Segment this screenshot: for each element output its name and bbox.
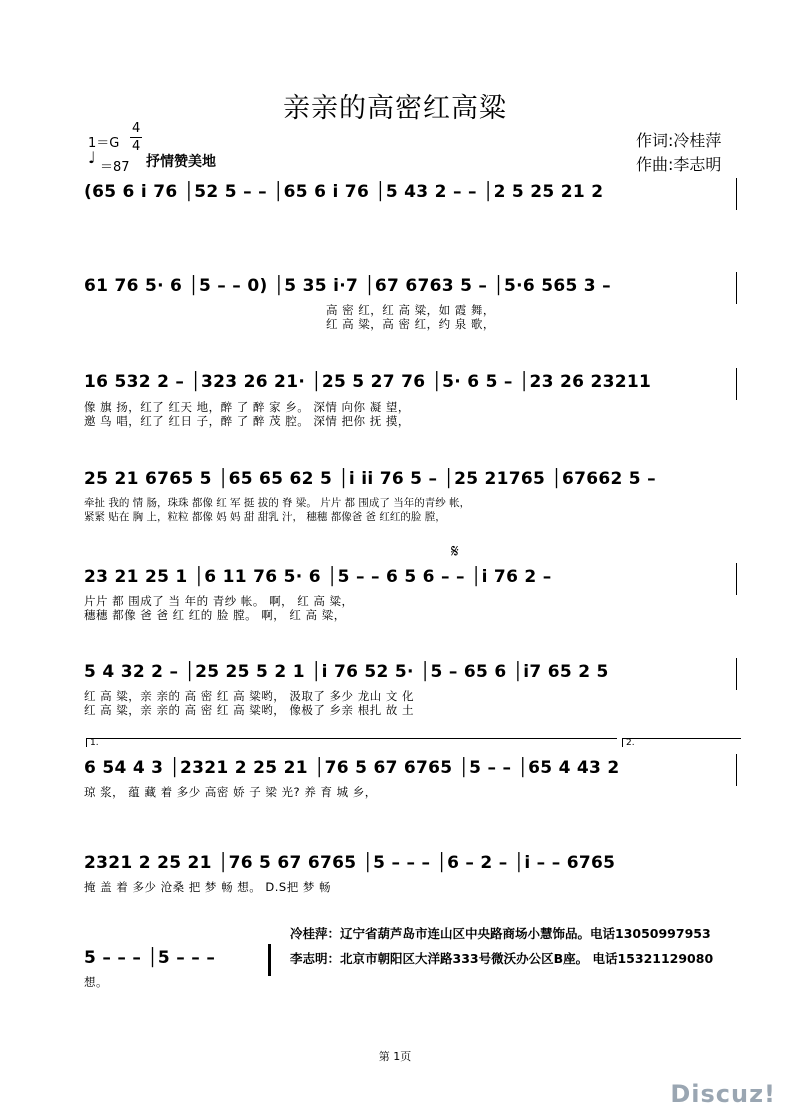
tempo-mark: ＝87	[100, 160, 130, 175]
lyrics-line: 想。	[84, 975, 108, 989]
barline	[736, 178, 737, 210]
lyrics-line: 牵扯 我的 情 肠，珠珠 都像 红 军 挺 拔的 脊 梁。 片片 都 围成了 当年的青纱 帐，	[84, 497, 471, 509]
lyrics-line: 掩 盖 着 多少 沧桑 把 梦 畅 想。 D.S把 梦 畅	[84, 880, 332, 894]
lyrics-line: 像 旗 扬，红了 红天 地，醉 了 醉 家 乡。 深情 向你 凝 望，	[84, 400, 410, 414]
volta-bracket-2	[622, 738, 741, 747]
time-signature-line	[130, 137, 142, 138]
time-signature-bottom: 4	[132, 139, 141, 154]
numbered-notation: 6 54 4 3 │2321 2 25 21 │76 5 67 6765 │5 – – │65 4 43 2	[84, 758, 620, 778]
numbered-notation: 23 21 25 1 │6 11 76 5· 6 │5 – – 6 5 6 – – │i 76 2 –	[84, 567, 552, 587]
lyrics-line: 高 密 红，红 高 粱，如 霞 舞，	[326, 303, 495, 317]
score-row-3	[84, 372, 740, 402]
numbered-notation: 61 76 5· 6 │5 – – 0) │5 35 i·7 │67 6763 5 – │5·6 565 3 –	[84, 276, 611, 296]
volta-label-1: 1.	[90, 738, 99, 748]
segno-icon: 𝄋	[451, 541, 459, 562]
barline	[736, 658, 737, 690]
lyrics-line: 红 高 粱，亲 亲的 高 密 红 高 粱哟， 汲取了 多少 龙山 文 化	[84, 689, 415, 703]
numbered-notation: (65 6 i 76 │52 5 – – │65 6 i 76 │5 43 2 – – │2 5 25 21 2	[84, 182, 604, 202]
score-row-9	[84, 948, 274, 978]
watermark-logo: Discuz!	[670, 1080, 776, 1108]
song-title: 亲亲的高密红高粱	[283, 93, 507, 124]
expression-mark: 抒情赞美地	[146, 154, 216, 170]
score-row-1	[84, 182, 740, 212]
volta-label-2: 2.	[626, 738, 635, 748]
numbered-notation: 25 21 6765 5 │65 65 62 5 │i ii 76 5 – │25 21765 │67662 5 –	[84, 469, 656, 489]
lyrics-line: 红 高 粱，高 密 红，约 泉 歌，	[326, 317, 495, 331]
numbered-notation: 16 532 2 – │323 26 21· │25 5 27 76 │5· 6 5 – │23 26 23211	[84, 372, 652, 392]
contact-composer: 李志明：北京市朝阳区大洋路333号微沃办公区B座。 电话15321129080	[290, 951, 714, 966]
composer-credit: 作曲:李志明	[636, 155, 722, 174]
lyrics-line: 片片 都 围成了 当 年的 青纱 帐。 啊， 红 高 粱，	[84, 594, 354, 608]
page-number: 第 1页	[378, 1050, 412, 1063]
barline	[736, 272, 737, 304]
lyricist-credit: 作词:冷桂萍	[636, 131, 722, 150]
barline	[736, 754, 737, 786]
volta-bracket-1	[86, 738, 617, 747]
final-barline	[268, 944, 271, 976]
barline	[736, 563, 737, 595]
lyrics-line: 紧紧 贴在 胸 上，粒粒 都像 妈 妈 甜 甜乳 汁， 穗穗 都像爸 爸 红红的脸 膛，	[84, 511, 446, 523]
numbered-notation: 2321 2 25 21 │76 5 67 6765 │5 – – – │6 – 2 – │i – – 6765	[84, 853, 616, 873]
quarter-note-icon: ♩	[88, 148, 96, 167]
lyrics-line: 邀 鸟 唱，红了 红日 子，醉 了 醉 茂 腔。 深情 把你 抚 摸，	[84, 414, 410, 428]
lyrics-line: 琼 浆， 蕴 藏 着 多少 高密 娇 子 梁 光? 养 育 城 乡，	[84, 785, 377, 799]
barline	[736, 368, 737, 400]
lyrics-line: 穗穗 都像 爸 爸 红 红的 脸 膛。 啊， 红 高 粱，	[84, 608, 346, 622]
numbered-notation: 5 – – – │5 – – –	[84, 948, 216, 968]
time-signature-top: 4	[132, 121, 141, 136]
lyrics-line: 红 高 粱，亲 亲的 高 密 红 高 粱哟， 像极了 乡亲 根扎 故 土	[84, 703, 415, 717]
key-signature: 1＝G	[88, 136, 120, 151]
numbered-notation: 5 4 32 2 – │25 25 5 2 1 │i 76 52 5· │5 – 65 6 │i7 65 2 5	[84, 662, 609, 682]
contact-lyricist: 冷桂萍：辽宁省葫芦岛市连山区中央路商场小慧饰品。电话13050997953	[290, 926, 711, 941]
